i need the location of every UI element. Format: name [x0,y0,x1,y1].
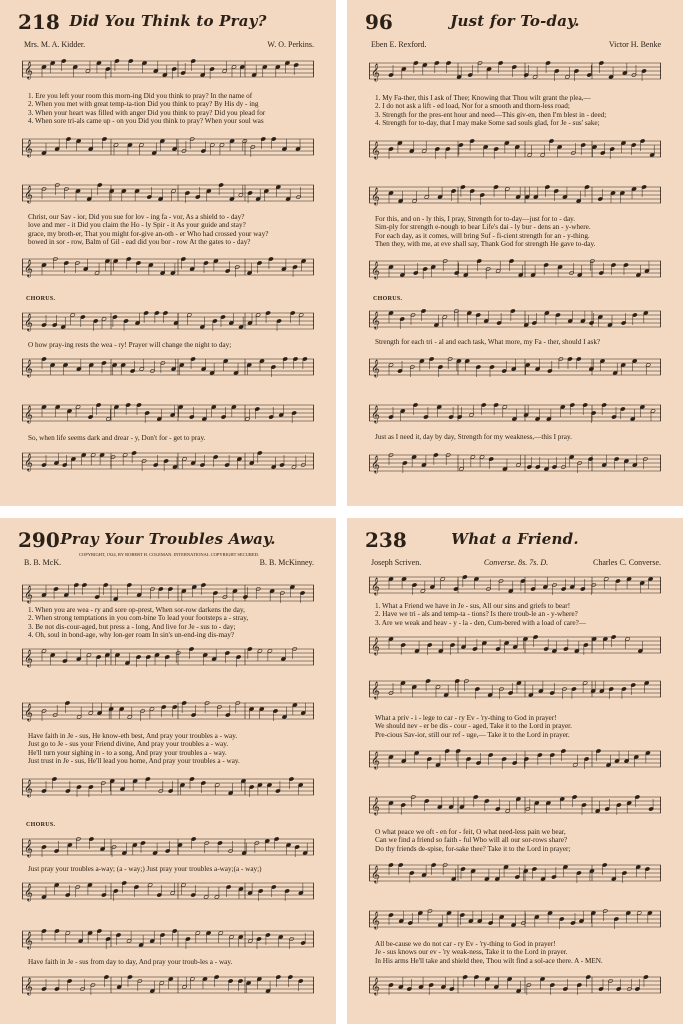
lyric-line: Just go to Je - sus your Friend divine, And pray your troubles a - way. [28,740,229,749]
hymn-author: B. B. McK. [24,558,62,567]
hymn-author: Eben E. Rexford. [371,40,427,49]
hymn-title: Pray Your Troubles Away. [60,530,276,548]
staff-drawing [369,574,661,596]
chorus-label: CHORUS. [26,296,56,302]
music-staff [369,574,661,596]
music-staff [369,258,661,280]
staff-drawing [369,678,661,700]
hymn-header [365,10,665,36]
lyric-line: Je - sus knows our ev - 'ry weak-ness, Take it to the Lord in prayer. [375,948,568,957]
music-staff [369,678,661,700]
lyric-line: love and mer - it Did you claim the Ho - ly Spir - it As your guide and stay? [28,221,246,230]
lyric-line: 2. When you met with great temp-ta-tion Did you think to pray? By His dy - ing [28,100,259,109]
lyric-line: Just trust in Je - sus, He'll lead you home, And pray your troubles a - way. [28,757,240,766]
clef-icon: 𝄞 [24,359,33,377]
lyric-line: Christ, our Sav - ior, Did you sue for lov - ing fa - vor, As a shield to - day? [28,213,245,221]
staff-drawing [369,862,661,884]
verse-block [28,606,318,640]
music-staff [369,794,661,816]
music-staff [369,862,661,884]
clef-icon: 𝄞 [371,187,380,205]
clef-icon: 𝄞 [24,405,33,423]
lyric-line: 4. When sore tri-als came up - on you Did you think to pray? When your soul was [28,117,264,126]
clef-icon: 𝄞 [371,577,380,595]
clef-icon: 𝄞 [371,405,380,423]
hymn-header [18,528,318,554]
staff-drawing [22,836,314,858]
chorus-lyric: Just pray your troubles a-way; (a - way;) Just pray your troubles a-way;(a - way;) [28,865,262,873]
music-staff [22,646,314,668]
music-staff [22,402,314,424]
lyric-line: 1. My Fa-ther, this I ask of Thee; Knowing that Thou wilt grant the plea,— [375,94,591,102]
staff-drawing [369,356,661,378]
music-staff [369,748,661,770]
chorus-lyric: Have faith in Je - sus from day to day, And pray your troub-les a - way. [28,958,233,966]
staff-drawing [369,908,661,930]
lyric-line: For this, and on - ly this, I pray, Strength for to-day—just for to - day. [375,215,576,223]
staff-drawing [369,794,661,816]
hymn-number: 96 [365,10,393,34]
lyric-line: 4. Strength for to-day, that I may make Some sad souls glad, for Je - sus' sake; [375,119,600,128]
lyric-line: 4. Oh, soul in bond-age, why lon-ger roam In sin's un-end-ing dis-may? [28,631,235,640]
lyric-line: 3. Are we weak and heav - y - la - den, Cum-bered with a load of care?— [375,618,586,627]
staff-drawing [369,748,661,770]
lyric-line: 3. Be not dis-cour-aged, but press a - long, And live for Je - sus to - day; [28,622,236,631]
lyric-line: What a priv - i - lege to car - ry Ev - 'ry-thing to God in prayer! [375,714,557,722]
staff-drawing [22,582,314,604]
clef-icon: 𝄞 [24,703,33,721]
clef-icon: 𝄞 [371,911,380,929]
hymn-title: Just for To-day. [450,12,580,30]
clef-icon: 𝄞 [371,977,380,995]
lyric-line: Have faith in Je - sus, He know-eth best, And pray your troubles a - way. [28,732,238,740]
hymn-header [18,10,318,36]
music-staff [22,928,314,950]
clef-icon: 𝄞 [371,751,380,769]
staff-drawing [22,310,314,332]
clef-icon: 𝄞 [24,61,33,79]
chorus-label: CHORUS. [26,822,56,828]
music-staff [22,58,314,80]
staff-drawing [22,58,314,80]
staff-drawing [22,776,314,798]
staff-drawing [369,138,661,160]
verse-block [28,732,318,766]
lyric-line: All be-cause we do not car - ry Ev - 'ry-thing to God in prayer! [375,940,556,948]
clef-icon: 𝄞 [371,141,380,159]
music-staff [22,776,314,798]
hymn-page-238 [347,518,683,1024]
clef-icon: 𝄞 [24,839,33,857]
hymn-number: 218 [18,10,60,34]
music-staff [22,582,314,604]
staff-drawing [369,452,661,474]
lyric-line: 2. When strong temptations in you com-bine To lead your footsteps a - stray, [28,614,249,623]
music-staff [369,908,661,930]
music-staff [22,880,314,902]
staff-drawing [22,646,314,668]
verse-block [28,92,318,126]
music-staff [22,356,314,378]
staff-drawing [22,256,314,278]
hymn-composer: Charles C. Converse. [593,558,661,567]
clef-icon: 𝄞 [371,865,380,883]
staff-drawing [369,184,661,206]
staff-drawing [22,182,314,204]
staff-drawing [369,974,661,996]
clef-icon: 𝄞 [24,649,33,667]
lyric-line: bowed in sor - row, Balm of Gil - ead did you bor - row At the gates to - day? [28,238,251,247]
staff-drawing [22,136,314,158]
staff-drawing [369,60,661,82]
clef-icon: 𝄞 [371,637,380,655]
lyric-line: We should nev - er be dis - cour - aged, Take it to the Lord in prayer. [375,722,572,731]
staff-drawing [22,928,314,950]
music-staff [22,182,314,204]
clef-icon: 𝄞 [24,259,33,277]
verse-block [375,940,665,965]
staff-drawing [22,700,314,722]
lyric-line: O what peace we oft - en for - feit, O what need-less pain we bear, [375,828,566,836]
lyric-line: Do thy friends de-spise, for-sake thee? Take it to the Lord in prayer; [375,844,571,853]
lyric-line: 3. When your heart was filled with anger Did you think to pray? Did you plead for [28,108,266,117]
hymn-composer: B. B. McKinney. [259,558,314,567]
chorus-lyric: O how pray-ing rests the wea - ry! Prayer will change the night to day; [28,341,232,349]
music-staff [22,310,314,332]
hymn-meter: Converse. 8s. 7s. D. [483,558,549,567]
clef-icon: 𝄞 [24,139,33,157]
music-staff [369,356,661,378]
lyric-line: Then they, with me, at eve shall say, Thank God for strength He gave to-day. [375,240,596,249]
music-staff [22,836,314,858]
hymn-composer: W. O. Perkins. [267,40,314,49]
verse-block [375,828,665,853]
clef-icon: 𝄞 [24,977,33,995]
lyric-line: He'll turn your sighing in - to a song, And pray your troubles a - way. [28,748,227,757]
hymn-page-218 [0,0,336,506]
lyric-line: grace, my broth-er, That you might for-give an-oth - er Who had crossed your way? [28,229,269,238]
lyric-line: Sim-ply for strength e-nough to bear Life's dai - ly bur - dens an - y-where. [375,223,591,232]
lyric-line: Pre-cious Sav-ior, still our ref - uge,— Take it to the Lord in prayer. [375,730,570,739]
staff-drawing [369,258,661,280]
clef-icon: 𝄞 [24,185,33,203]
music-staff [369,634,661,656]
verse-block [375,714,665,739]
staff-drawing [369,402,661,424]
staff-drawing [369,634,661,656]
copyright-notice: COPYRIGHT, 1924, BY ROBERT H. COLEMAN. INTERNATIONAL COPYRIGHT SECURED. [78,552,260,557]
hymn-author: Mrs. M. A. Kidder. [24,40,86,49]
lyric-line: In His arms He'll take and shield thee, Thou wilt find a sol-ace there. A - MEN. [375,956,603,965]
clef-icon: 𝄞 [371,261,380,279]
hymn-composer: Victor H. Benke [608,40,661,49]
clef-icon: 𝄞 [24,585,33,603]
lyric-line: 2. Have we tri - als and temp-ta - tions? Is there troub-le an - y-where? [375,610,578,619]
music-staff [369,974,661,996]
hymn-title: Did You Think to Pray? [69,12,267,30]
chorus-label: CHORUS. [373,296,403,302]
lyric-line: 1. What a Friend we have in Je - sus, All our sins and griefs to bear! [375,602,571,610]
clef-icon: 𝄞 [371,359,380,377]
clef-icon: 𝄞 [24,779,33,797]
staff-drawing [22,356,314,378]
music-staff [22,974,314,996]
staff-drawing [22,402,314,424]
hymn-author: Joseph Scriven. [371,558,422,567]
clef-icon: 𝄞 [371,455,380,473]
music-staff [22,450,314,472]
music-staff [369,308,661,330]
music-staff [22,700,314,722]
lyric-line: 1. When you are wea - ry and sore op-prest, When sor-row darkens the day, [28,606,245,614]
lyric-line: 1. Ere you left your room this morn-ing Did you think to pray? In the name of [28,92,253,100]
music-staff [369,138,661,160]
clef-icon: 𝄞 [371,797,380,815]
lyric-line: For each day, as it comes, will bring Suf - fi-cient strength for an - y-thing. [375,231,590,240]
clef-icon: 𝄞 [371,681,380,699]
clef-icon: 𝄞 [24,931,33,949]
clef-icon: 𝄞 [24,453,33,471]
verse-block [375,94,665,128]
staff-drawing [22,880,314,902]
chorus-lyric: Just as I need it, day by day, Strength for my weakness,—this I pray. [375,433,572,441]
hymn-title: What a Friend. [451,530,579,548]
verse-block [28,213,318,247]
verse-block [375,215,665,249]
hymn-header [365,528,665,554]
hymn-number: 290 [18,528,60,552]
clef-icon: 𝄞 [24,883,33,901]
chorus-lyric: Strength for each tri - al and each task, What more, my Fa - ther, should I ask? [375,338,601,346]
music-staff [369,402,661,424]
staff-drawing [369,308,661,330]
staff-drawing [22,974,314,996]
music-staff [369,452,661,474]
hymn-number: 238 [365,528,407,552]
hymn-page-96 [347,0,683,506]
music-staff [22,256,314,278]
clef-icon: 𝄞 [371,63,380,81]
clef-icon: 𝄞 [371,311,380,329]
lyric-line: 3. Strength for the pres-ent hour and need—This giv-en, then I'm blest in - deed; [375,110,607,119]
music-staff [369,184,661,206]
lyric-line: Can we find a friend so faith - ful Who will all our sor-rows share? [375,836,568,845]
music-staff [369,60,661,82]
clef-icon: 𝄞 [24,313,33,331]
verse-block [375,602,665,627]
lyric-line: 2. I do not ask a lift - ed load, Nor for a smooth and thorn-less road; [375,102,570,111]
chorus-lyric: So, when life seems dark and drear - y, Don't for - get to pray. [28,434,206,442]
staff-drawing [22,450,314,472]
music-staff [22,136,314,158]
hymn-page-290 [0,518,336,1024]
